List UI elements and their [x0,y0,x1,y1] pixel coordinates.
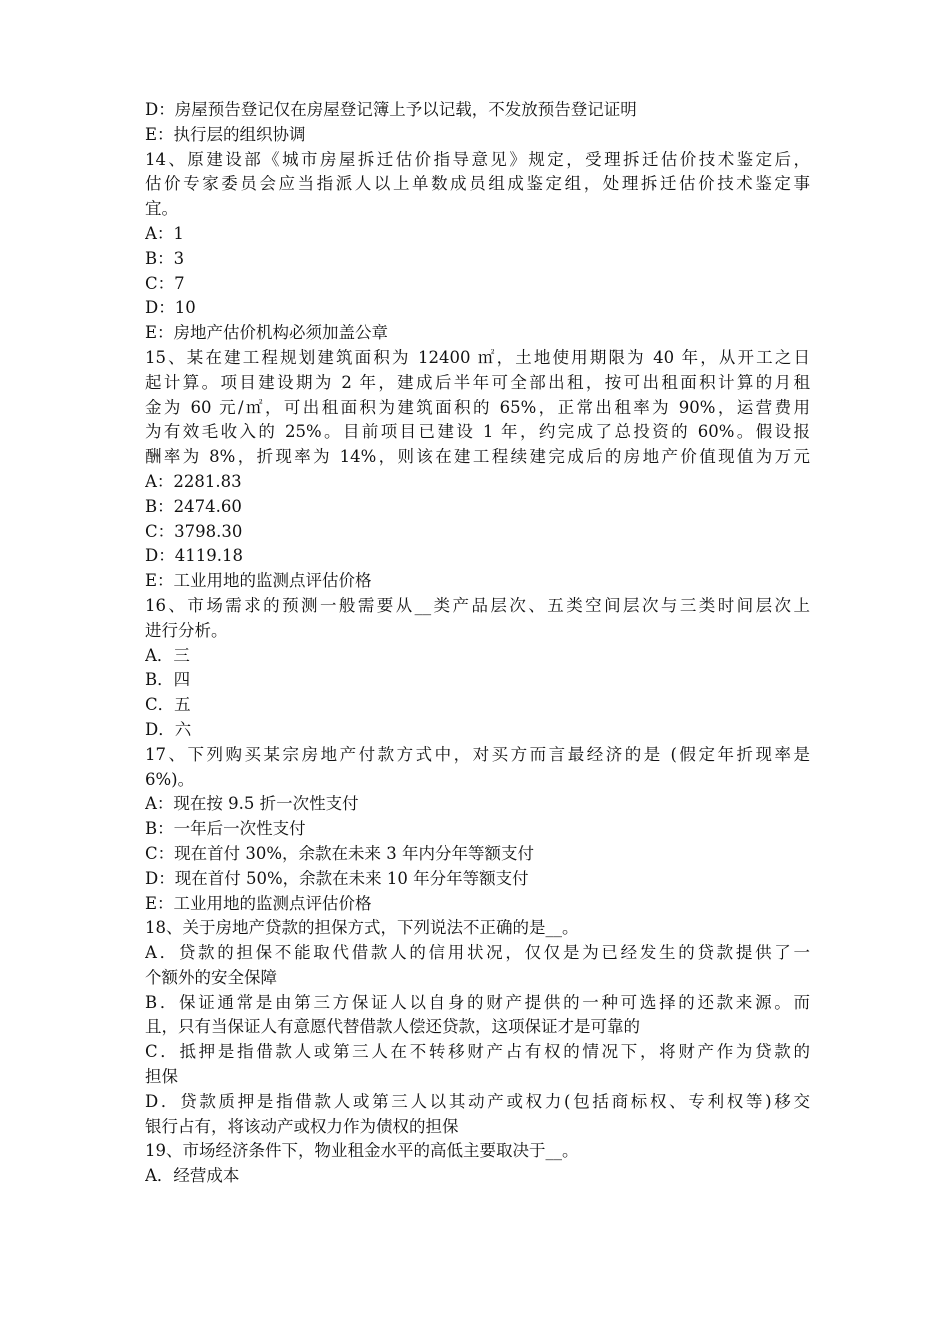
text-line: 6%)。 [145,769,195,789]
text-line: E：房地产估价机构必须加盖公章 [145,323,389,343]
text-line: 17、下列购买某宗房地产付款方式中，对买方而言最经济的是 (假定年折现率是 [145,744,810,764]
text-line: 15、某在建工程规划建筑面积为 12400 ㎡，土地使用期限为 40 年，从开工之日 [145,347,810,367]
text-line: B．保证通常是由第三方保证人以自身的财产提供的一种可选择的还款来源。而 [145,992,810,1012]
text-line: B：一年后一次性支付 [145,819,306,839]
text-line: B：3 [145,248,185,268]
text-line: D：房屋预告登记仅在房屋登记簿上予以记载，不发放预告登记证明 [145,100,637,119]
text-line: 且，只有当保证人有意愿代替借款人偿还贷款，这项保证才是可靠的 [145,1017,640,1037]
text-line: 酬率为 8%，折现率为 14%，则该在建工程续建完成后的房地产价值现值为万元 [145,447,810,467]
text-line: C：现在首付 30%，余款在未来 3 年内分年等额支付 [145,843,535,863]
text-line: C．抵押是指借款人或第三人在不转移财产占有权的情况下，将财产作为贷款的 [145,1042,810,1062]
text-line: 银行占有，将该动产或权力作为债权的担保 [145,1116,459,1136]
document-body [145,98,810,1189]
text-line: E：工业用地的监测点评估价格 [145,571,372,591]
text-line: D．六 [145,719,192,739]
text-line: B．四 [145,670,191,690]
text-line: A．三 [145,645,190,665]
text-line: C．五 [145,695,191,715]
text-line: 担保 [145,1067,178,1087]
text-line: 金为 60 元/㎡，可出租面积为建筑面积的 65%，正常出租率为 90%，运营费用 [145,397,810,417]
text-line: C：3798.30 [145,521,243,541]
text-line: D：10 [145,298,196,318]
text-line: D：4119.18 [145,546,243,566]
text-line: 18、关于房地产贷款的担保方式，下列说法不正确的是__。 [145,918,579,938]
text-line: 起计算。项目建设期为 2 年，建成后半年可全部出租，按可出租面积计算的月租 [145,372,810,392]
text-line: A：现在按 9.5 折一次性支付 [145,794,359,814]
text-line: 14、原建设部《城市房屋拆迁估价指导意见》规定，受理拆迁估价技术鉴定后， [145,149,810,169]
text-line: A：1 [145,223,184,243]
text-line: 个额外的安全保障 [145,967,277,987]
text-line: E：执行层的组织协调 [145,124,306,144]
text-line: D．贷款质押是指借款人或第三人以其动产或权力(包括商标权、专利权等)移交 [145,1091,810,1111]
text-line: 宜。 [145,199,178,219]
text-line: A：2281.83 [145,471,242,491]
text-line: C：7 [145,273,185,293]
text-line: D：现在首付 50%，余款在未来 10 年分年等额支付 [145,868,529,888]
text-line: 16、市场需求的预测一般需要从__类产品层次、五类空间层次与三类时间层次上 [145,595,810,615]
text-line: 估价专家委员会应当指派人以上单数成员组成鉴定组，处理拆迁估价技术鉴定事 [145,174,810,194]
text-line: E：工业用地的监测点评估价格 [145,893,372,913]
text-line: A．贷款的担保不能取代借款人的信用状况，仅仅是为已经发生的贷款提供了一 [145,943,810,963]
text-line: 进行分析。 [145,620,228,640]
text-line: A．经营成本 [145,1166,240,1186]
text-line: B：2474.60 [145,496,242,516]
text-line: 为有效毛收入的 25%。目前项目已建设 1 年，约完成了总投资的 60%。假设报 [145,422,810,442]
text-line: 19、市场经济条件下，物业租金水平的高低主要取决于__。 [145,1141,579,1161]
